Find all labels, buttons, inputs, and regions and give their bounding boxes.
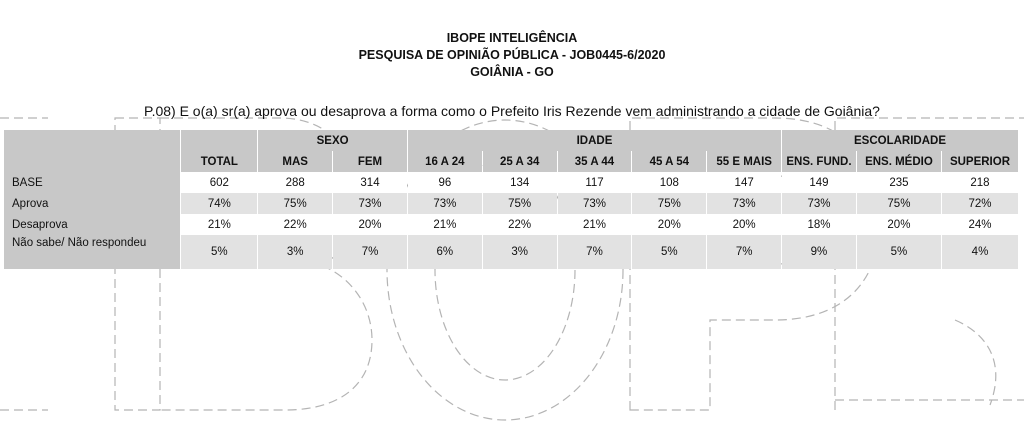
report-header — [0, 30, 1024, 81]
table-cell: 288 — [258, 172, 332, 193]
row-label: Aprova — [4, 193, 180, 214]
table-cell: 108 — [632, 172, 706, 193]
city-title: GOIÂNIA - GO — [470, 65, 554, 79]
table-cell: 134 — [483, 172, 557, 193]
col-header: 25 A 34 — [483, 151, 557, 172]
question-text: P.08) E o(a) sr(a) aprova ou desaprova a forma como o Prefeito Iris Rezende vem administrando a cidade de Goiânia? — [144, 103, 880, 119]
table-cell: 22% — [258, 214, 332, 235]
table-cell: 96 — [408, 172, 482, 193]
table-cell: 72% — [942, 193, 1018, 214]
table-row-aprova — [4, 193, 1018, 214]
col-header: 35 A 44 — [558, 151, 632, 172]
table-cell: 7% — [707, 235, 781, 269]
table-cell: 21% — [558, 214, 632, 235]
survey-title: PESQUISA DE OPINIÃO PÚBLICA - JOB0445-6/2020 — [358, 48, 666, 62]
table-cell: 24% — [942, 214, 1018, 235]
table-cell: 218 — [942, 172, 1018, 193]
corner-cell — [4, 130, 180, 172]
table-cell: 5% — [857, 235, 941, 269]
table-cell: 75% — [857, 193, 941, 214]
col-header: 55 E MAIS — [707, 151, 781, 172]
table-row-nao-sabe — [4, 235, 1018, 269]
table-cell: 20% — [857, 214, 941, 235]
col-header: FEM — [333, 151, 407, 172]
table-cell: 3% — [258, 235, 332, 269]
table-cell: 22% — [483, 214, 557, 235]
table-cell: 75% — [632, 193, 706, 214]
group-sexo: SEXO — [258, 130, 407, 151]
table-cell: 74% — [181, 193, 257, 214]
col-header: TOTAL — [181, 151, 257, 172]
table-cell: 20% — [333, 214, 407, 235]
col-header: MAS — [258, 151, 332, 172]
table-cell: 73% — [558, 193, 632, 214]
table-cell: 9% — [782, 235, 856, 269]
table-cell: 75% — [483, 193, 557, 214]
table-cell: 3% — [483, 235, 557, 269]
table-cell: 73% — [707, 193, 781, 214]
table-cell: 18% — [782, 214, 856, 235]
group-empty — [181, 130, 257, 151]
col-header: 16 A 24 — [408, 151, 482, 172]
table-cell: 20% — [707, 214, 781, 235]
table-cell: 21% — [181, 214, 257, 235]
company-title: IBOPE INTELIGÊNCIA — [446, 31, 578, 45]
table-cell: 5% — [181, 235, 257, 269]
table-cell: 20% — [632, 214, 706, 235]
table-cell: 6% — [408, 235, 482, 269]
table-cell: 73% — [408, 193, 482, 214]
row-label: Desaprova — [4, 214, 180, 235]
table-cell: 73% — [782, 193, 856, 214]
row-label: Não sabe/ Não respondeu — [4, 235, 180, 269]
table-cell: 117 — [558, 172, 632, 193]
table-cell: 235 — [857, 172, 941, 193]
table-cell: 7% — [558, 235, 632, 269]
table-cell: 4% — [942, 235, 1018, 269]
results-table — [3, 130, 1019, 269]
group-escolaridade: ESCOLARIDADE — [782, 130, 1018, 151]
col-header: ENS. FUND. — [782, 151, 856, 172]
group-idade: IDADE — [408, 130, 781, 151]
table-cell: 75% — [258, 193, 332, 214]
col-header: SUPERIOR — [942, 151, 1018, 172]
table-row-desaprova — [4, 214, 1018, 235]
group-header-row — [4, 130, 1018, 151]
col-header: 45 A 54 — [632, 151, 706, 172]
table-cell: 149 — [782, 172, 856, 193]
table-cell: 602 — [181, 172, 257, 193]
table-cell: 7% — [333, 235, 407, 269]
table-cell: 73% — [333, 193, 407, 214]
table-cell: 21% — [408, 214, 482, 235]
table-cell: 5% — [632, 235, 706, 269]
table-row-base — [4, 172, 1018, 193]
table-cell: 314 — [333, 172, 407, 193]
row-label: BASE — [4, 172, 180, 193]
table-cell: 147 — [707, 172, 781, 193]
col-header: ENS. MÉDIO — [857, 151, 941, 172]
